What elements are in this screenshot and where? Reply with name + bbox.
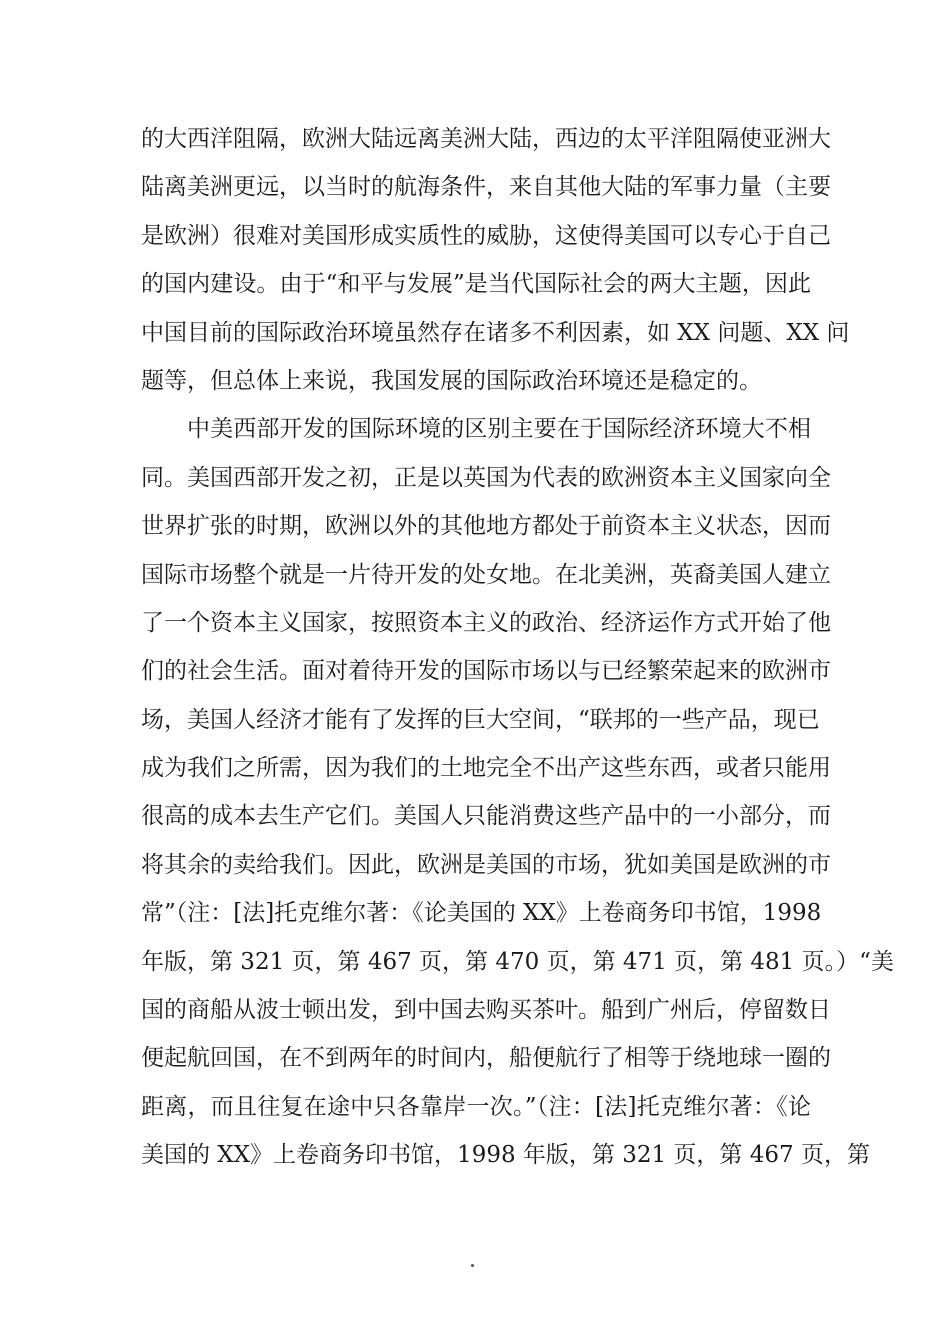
text-line: 的国内建设。由于“和平与发展”是当代国际社会的两大主题，因此 (141, 271, 811, 298)
text-line: 国的商船从波士顿出发，到中国去购买茶叶。船到广州后，停留数日 (141, 997, 831, 1024)
text-line: 美国的 XX》上卷商务印书馆，1998 年版，第 321 页，第 467 页，第 (141, 1142, 870, 1169)
text-line: 将其余的卖给我们。因此，欧洲是美国的市场，犹如美国是欧洲的市 (141, 851, 831, 878)
text-line: 很高的成本去生产它们。美国人只能消费这些产品中的一小部分，而 (141, 803, 831, 830)
body-text (141, 115, 894, 1180)
text-line: 陆离美洲更远，以当时的航海条件，来自其他大陆的军事力量（主要 (141, 174, 831, 201)
text-line: 中美西部开发的国际环境的区别主要在于国际经济环境大不相 (187, 416, 811, 443)
text-line: 了一个资本主义国家，按照资本主义的政治、经济运作方式开始了他 (141, 609, 831, 636)
text-line: 题等，但总体上来说，我国发展的国际政治环境还是稳定的。 (141, 367, 762, 394)
text-line: 成为我们之所需，因为我们的土地完全不出产这些东西，或者只能用 (141, 755, 831, 782)
text-line: 距离，而且往复在途中只各靠岸一次。”（注：[法]托克维尔著：《论 (141, 1093, 811, 1120)
text-line: 中国目前的国际政治环境虽然存在诸多不利因素，如 XX 问题、XX 问 (141, 319, 850, 346)
text-line: 便起航回国，在不到两年的时间内，船便航行了相等于绕地球一圈的 (141, 1045, 831, 1072)
page-footer-dot (471, 1264, 474, 1267)
text-line: 世界扩张的时期，欧洲以外的其他地方都处于前资本主义状态，因而 (141, 513, 831, 540)
text-line: 们的社会生活。面对着待开发的国际市场以与已经繁荣起来的欧洲市 (141, 658, 831, 685)
text-line: 场，美国人经济才能有了发挥的巨大空间，“联邦的一些产品，现已 (141, 706, 820, 733)
text-line: 年版，第 321 页，第 467 页，第 470 页，第 471 页，第 481 页。）“美 (141, 948, 894, 975)
text-line: 是欧洲）很难对美国形成实质性的威胁，这使得美国可以专心于自己 (141, 222, 831, 249)
text-line: 常”（注：[法]托克维尔著：《论美国的 XX》上卷商务印书馆，1998 (141, 900, 822, 927)
text-line: 同。美国西部开发之初，正是以英国为代表的欧洲资本主义国家向全 (141, 464, 831, 491)
text-line: 国际市场整个就是一片待开发的处女地。在北美洲，英裔美国人建立 (141, 561, 831, 588)
text-line: 的大西洋阻隔，欧洲大陆远离美洲大陆，西边的太平洋阻隔使亚洲大 (141, 126, 831, 152)
